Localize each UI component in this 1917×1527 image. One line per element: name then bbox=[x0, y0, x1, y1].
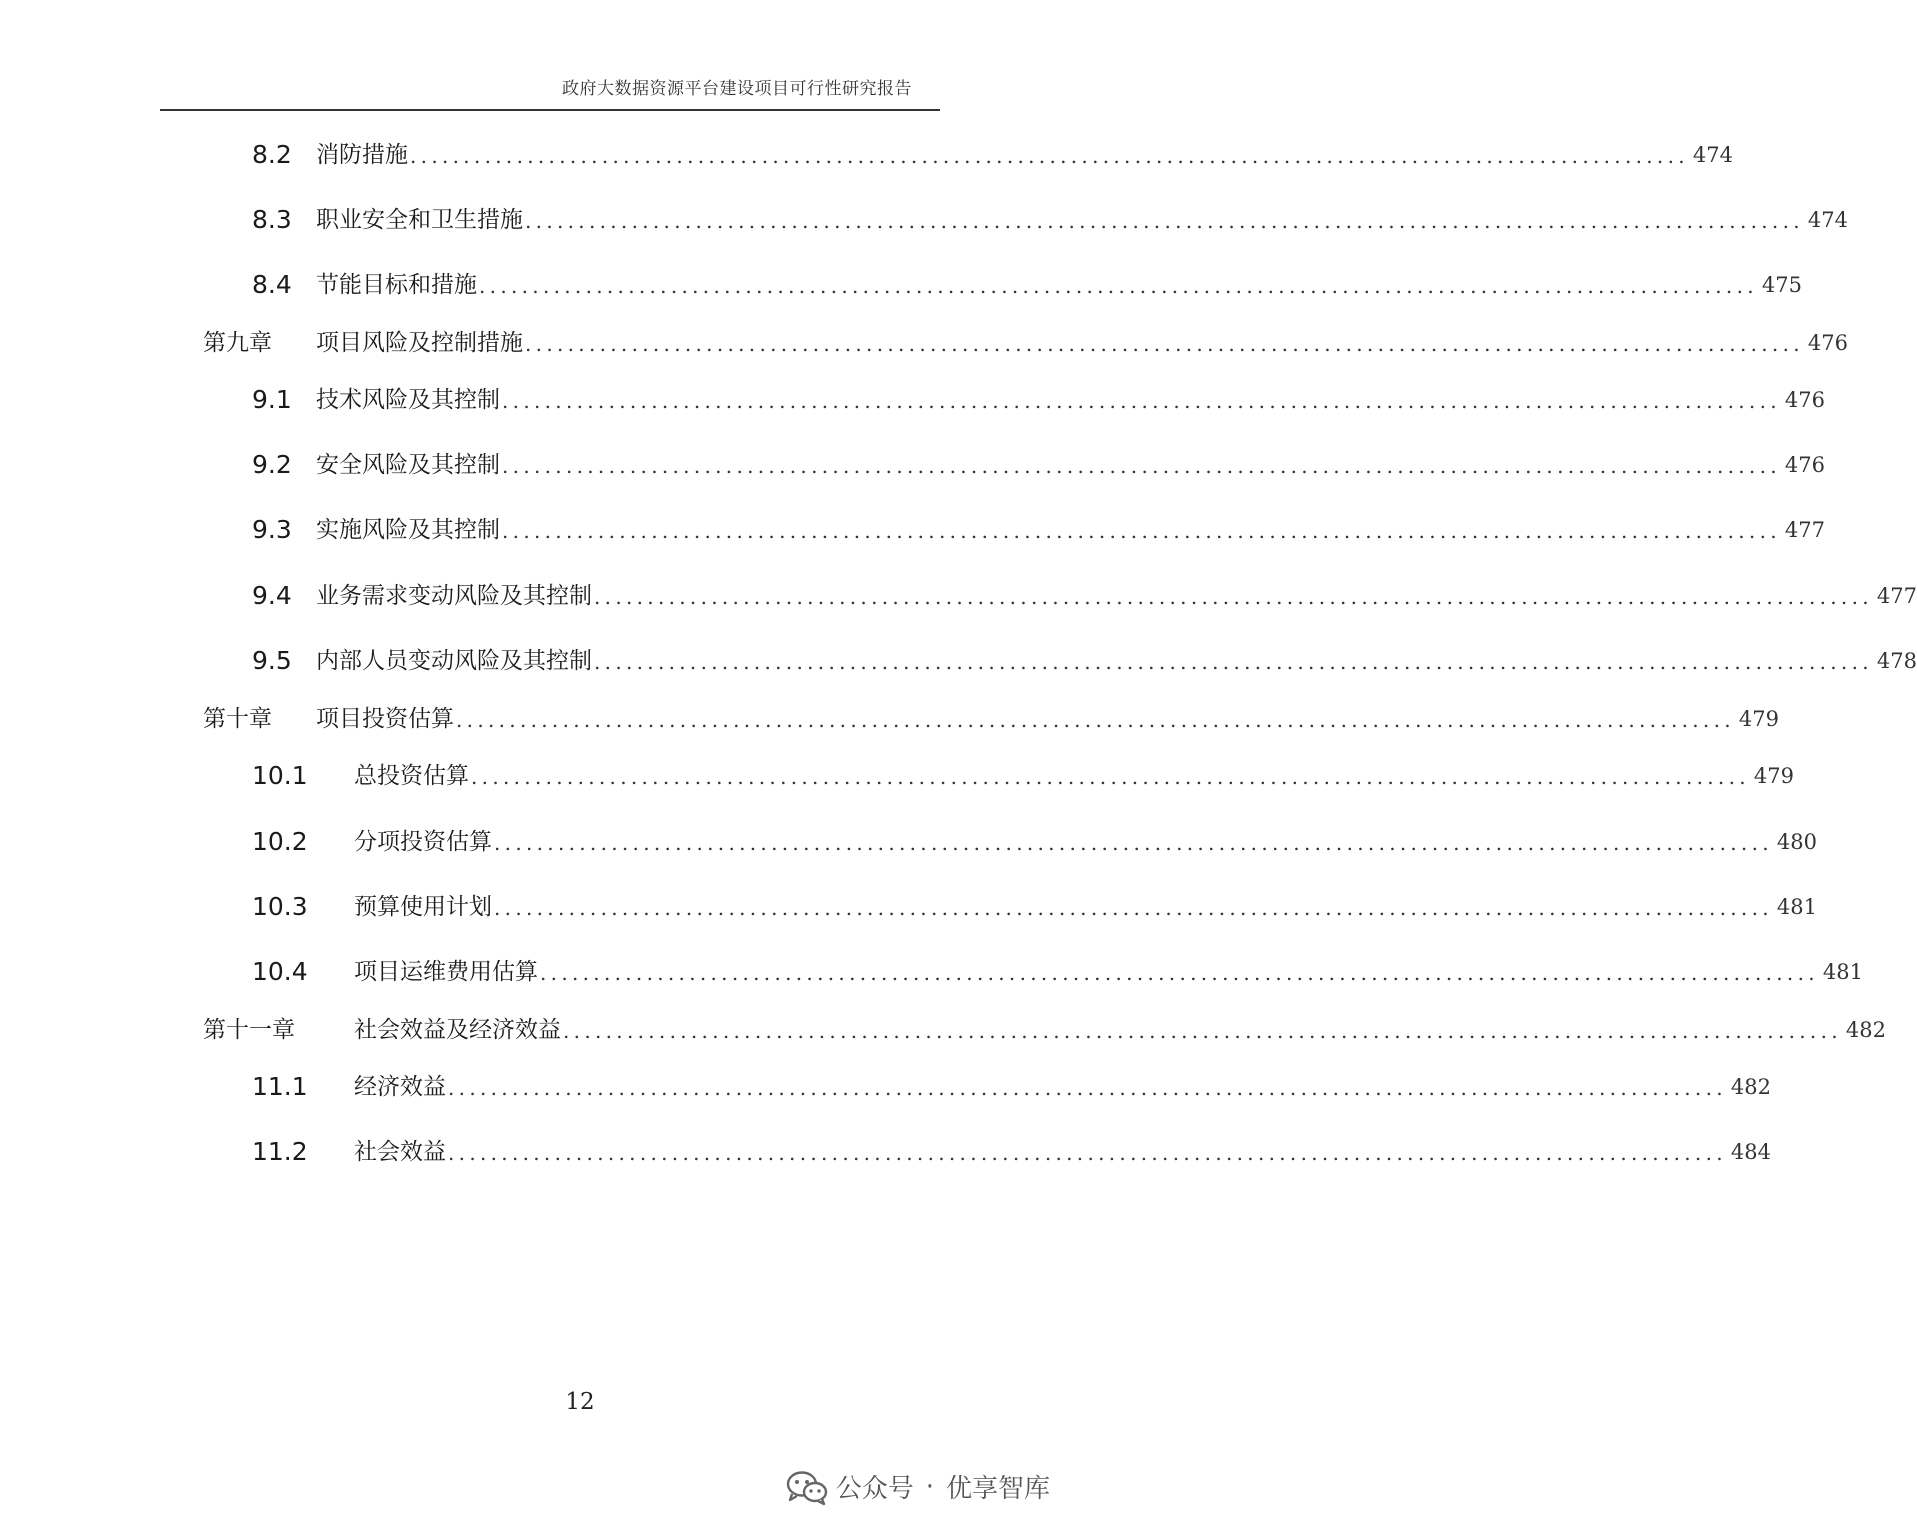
toc-leader-dots: ........................................................................................................................ bbox=[410, 144, 1689, 168]
toc-entry-page: 482 bbox=[1845, 1018, 1886, 1042]
toc-chapter-number: 第十一章 bbox=[203, 1017, 295, 1043]
watermark-account: 优享智库 bbox=[945, 1474, 1050, 1504]
toc-entry-page: 474 bbox=[1807, 208, 1848, 232]
toc-entry[interactable] bbox=[0, 265, 1802, 305]
toc-entry-number: 9.5 bbox=[252, 646, 292, 675]
toc-entry-title: 安全风险及其控制 bbox=[316, 452, 500, 478]
toc-entry[interactable] bbox=[0, 887, 1817, 927]
toc-entry[interactable] bbox=[0, 200, 1848, 240]
toc-entry-page: 481 bbox=[1776, 895, 1817, 919]
toc-entry-number: 10.4 bbox=[252, 957, 308, 986]
toc-entry-number: 9.4 bbox=[252, 581, 292, 610]
toc-entry-number: 10.1 bbox=[252, 761, 308, 790]
toc-entry-title: 消防措施 bbox=[316, 142, 408, 168]
toc-chapter-entry[interactable] bbox=[0, 323, 1848, 363]
running-header-title: 政府大数据资源平台建设项目可行性研究报告 bbox=[562, 79, 912, 99]
toc-leader-dots: ........................................................................................................................ bbox=[479, 274, 1758, 298]
toc-entry-title: 节能目标和措施 bbox=[316, 272, 477, 298]
toc-entry[interactable] bbox=[0, 756, 1794, 796]
toc-entry-page: 480 bbox=[1776, 830, 1817, 854]
toc-entry[interactable] bbox=[0, 952, 1863, 992]
toc-leader-dots: ........................................................................................................................ bbox=[502, 519, 1781, 543]
toc-entry-page: 477 bbox=[1876, 584, 1917, 608]
toc-entry-number: 9.2 bbox=[252, 450, 292, 479]
toc-leader-dots: ........................................................................................................................ bbox=[525, 209, 1804, 233]
toc-leader-dots: ........................................................................................................................ bbox=[502, 454, 1781, 478]
toc-entry-title: 项目运维费用估算 bbox=[354, 959, 538, 985]
toc-entry-title: 技术风险及其控制 bbox=[316, 387, 500, 413]
wechat-icon bbox=[786, 1469, 828, 1505]
toc-entry-page: 477 bbox=[1784, 518, 1825, 542]
toc-entry-number: 9.3 bbox=[252, 515, 292, 544]
toc-entry-number: 9.1 bbox=[252, 385, 292, 414]
toc-entry-number: 8.3 bbox=[252, 205, 292, 234]
toc-entry[interactable] bbox=[0, 1132, 1771, 1172]
toc-entry-page: 482 bbox=[1730, 1075, 1771, 1099]
toc-entry-number: 11.1 bbox=[252, 1072, 308, 1101]
toc-entry-title: 项目风险及控制措施 bbox=[316, 330, 523, 356]
toc-leader-dots: ........................................................................................................................ bbox=[594, 650, 1873, 674]
toc-entry[interactable] bbox=[0, 576, 1917, 616]
toc-entry[interactable] bbox=[0, 510, 1825, 550]
toc-entry-title: 分项投资估算 bbox=[354, 829, 492, 855]
page-number: 12 bbox=[565, 1389, 595, 1415]
watermark-separator: · bbox=[925, 1471, 934, 1502]
toc-entry-title: 预算使用计划 bbox=[354, 894, 492, 920]
toc-entry[interactable] bbox=[0, 641, 1917, 681]
toc-entry-page: 476 bbox=[1807, 331, 1848, 355]
toc-leader-dots: ........................................................................................................................ bbox=[494, 831, 1773, 855]
toc-leader-dots: ........................................................................................................................ bbox=[525, 332, 1804, 356]
toc-entry-title: 实施风险及其控制 bbox=[316, 517, 500, 543]
toc-entry-title: 社会效益 bbox=[354, 1139, 446, 1165]
toc-entry-number: 10.2 bbox=[252, 827, 308, 856]
toc-entry-title: 总投资估算 bbox=[354, 763, 469, 789]
toc-entry-page: 479 bbox=[1753, 764, 1794, 788]
watermark-label: 公众号 bbox=[835, 1474, 914, 1504]
toc-entry-page: 474 bbox=[1692, 143, 1733, 167]
toc-entry[interactable] bbox=[0, 1067, 1771, 1107]
toc-entry-title: 职业安全和卫生措施 bbox=[316, 207, 523, 233]
toc-leader-dots: ........................................................................................................................ bbox=[494, 896, 1773, 920]
toc-entry-page: 476 bbox=[1784, 388, 1825, 412]
toc-leader-dots: ........................................................................................................................ bbox=[563, 1019, 1842, 1043]
toc-entry-page: 475 bbox=[1761, 273, 1802, 297]
toc-entry-page: 481 bbox=[1822, 960, 1863, 984]
toc-leader-dots: ........................................................................................................................ bbox=[448, 1076, 1727, 1100]
toc-entry-title: 内部人员变动风险及其控制 bbox=[316, 648, 592, 674]
toc-entry-title: 项目投资估算 bbox=[316, 706, 454, 732]
toc-entry-title: 业务需求变动风险及其控制 bbox=[316, 583, 592, 609]
toc-entry-number: 8.4 bbox=[252, 270, 292, 299]
toc-entry[interactable] bbox=[0, 380, 1825, 420]
toc-entry-number: 10.3 bbox=[252, 892, 308, 921]
header-rule bbox=[160, 109, 940, 111]
toc-leader-dots: ........................................................................................................................ bbox=[540, 961, 1819, 985]
toc-entry-page: 479 bbox=[1738, 707, 1779, 731]
toc-entry-page: 476 bbox=[1784, 453, 1825, 477]
toc-chapter-number: 第十章 bbox=[203, 706, 272, 732]
toc-leader-dots: ........................................................................................................................ bbox=[594, 585, 1873, 609]
toc-chapter-entry[interactable] bbox=[0, 1010, 1886, 1050]
toc-entry-number: 11.2 bbox=[252, 1137, 308, 1166]
toc-entry-title: 经济效益 bbox=[354, 1074, 446, 1100]
toc-leader-dots: ........................................................................................................................ bbox=[471, 765, 1750, 789]
toc-entry-title: 社会效益及经济效益 bbox=[354, 1017, 561, 1043]
toc-entry-page: 478 bbox=[1876, 649, 1917, 673]
toc-leader-dots: ........................................................................................................................ bbox=[448, 1141, 1727, 1165]
toc-entry[interactable] bbox=[0, 445, 1825, 485]
toc-entry[interactable] bbox=[0, 135, 1733, 175]
wechat-watermark bbox=[786, 1468, 1050, 1505]
toc-leader-dots: ........................................................................................................................ bbox=[502, 389, 1781, 413]
toc-entry-page: 484 bbox=[1730, 1140, 1771, 1164]
toc-entry[interactable] bbox=[0, 822, 1817, 862]
toc-chapter-number: 第九章 bbox=[203, 330, 272, 356]
toc-chapter-entry[interactable] bbox=[0, 699, 1779, 739]
toc-leader-dots: ........................................................................................................................ bbox=[456, 708, 1735, 732]
toc-entry-number: 8.2 bbox=[252, 140, 292, 169]
